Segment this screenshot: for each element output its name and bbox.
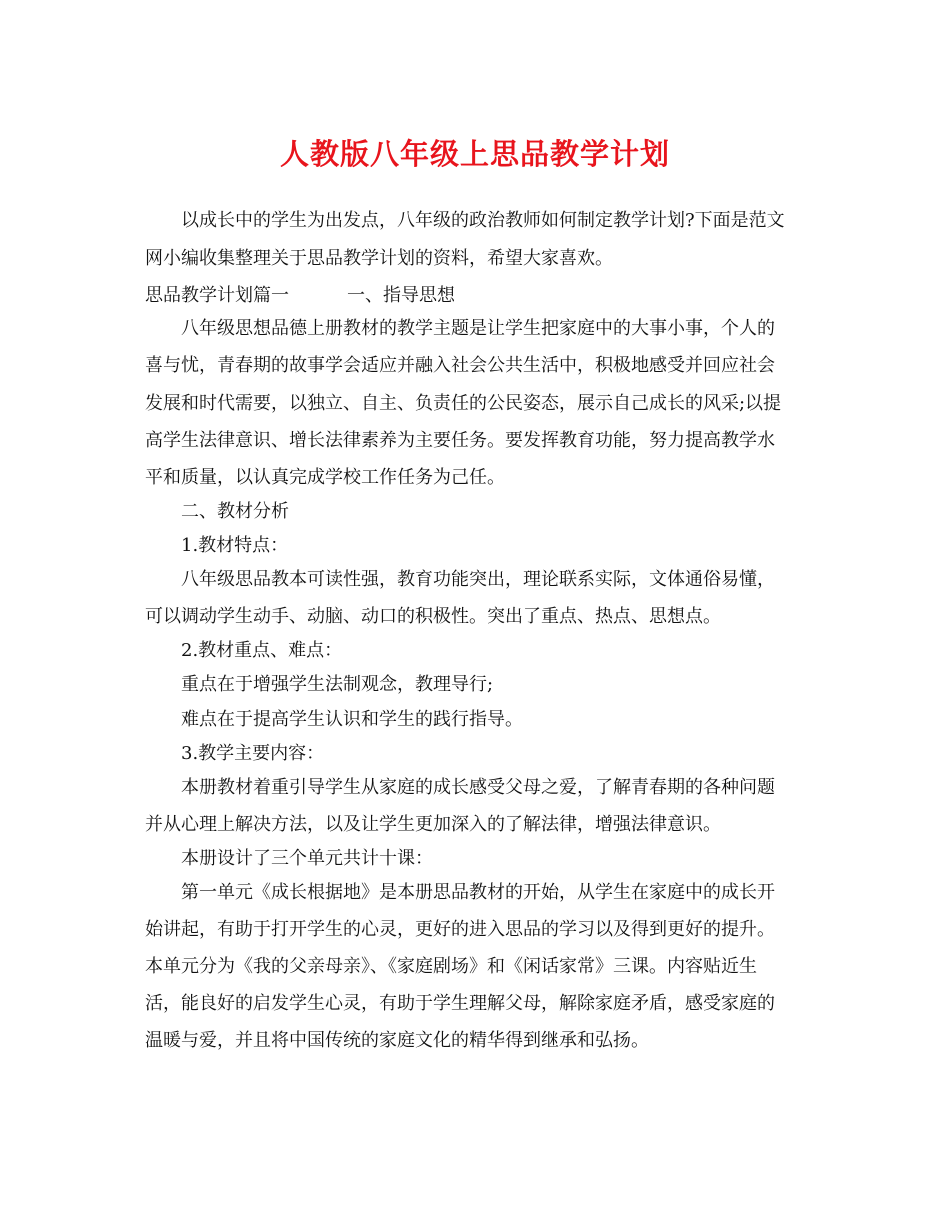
- guiding-line-4: 高学生法律意识、增长法律素养为主要任务。要发挥教育功能，努力提高教学水: [145, 430, 775, 451]
- unit-one-line-5: 温暖与爱，并且将中国传统的家庭文化的精华得到继承和弘扬。: [145, 1030, 649, 1051]
- section-heading: 一、指导思想: [347, 285, 455, 306]
- intro-line-2: 网小编收集整理关于思品教学计划的资料，希望大家喜欢。: [145, 248, 613, 269]
- focus-key: 重点在于增强学生法制观念，教理导行;: [181, 674, 494, 695]
- analysis-heading: 二、教材分析: [181, 501, 289, 522]
- units-intro: 本册设计了三个单元共计十课：: [181, 848, 433, 869]
- unit-one-line-2: 始讲起，有助于打开学生的心灵，更好的进入思品的学习以及得到更好的提升。: [145, 919, 775, 940]
- content-heading: 3.教学主要内容：: [181, 743, 325, 764]
- content-line-1: 本册教材着重引导学生从家庭的成长感受父母之爱，了解青春期的各种问题: [181, 777, 775, 798]
- unit-one-line-3: 本单元分为《我的父亲母亲》、《家庭剧场》和《闲话家常》三课。内容贴近生: [145, 956, 757, 977]
- unit-one-line-4: 活，能良好的启发学生心灵，有助于学生理解父母，解除家庭矛盾，感受家庭的: [145, 993, 775, 1014]
- features-line-1: 八年级思品教本可读性强，教育功能突出，理论联系实际，文体通俗易懂，: [181, 569, 775, 590]
- intro-line-1: 以成长中的学生为出发点，八年级的政治教师如何制定教学计划?下面是范文: [181, 210, 785, 231]
- section-label: 思品教学计划篇一: [145, 285, 289, 306]
- focus-heading: 2.教材重点、难点：: [181, 640, 343, 661]
- focus-difficult: 难点在于提高学生认识和学生的践行指导。: [181, 709, 523, 730]
- content-line-2: 并从心理上解决方法，以及让学生更加深入的了解法律，增强法律意识。: [145, 814, 721, 835]
- guiding-line-5: 平和质量，以认真完成学校工作任务为己任。: [145, 467, 505, 488]
- guiding-line-3: 发展和时代需要，以独立、自主、负责任的公民姿态，展示自己成长的风采;以提: [145, 393, 782, 414]
- section-header: [145, 283, 815, 309]
- document-title: 人教版八年级上思品教学计划: [279, 137, 670, 171]
- unit-one-line-1: 第一单元《成长根据地》是本册思品教材的开始，从学生在家庭中的成长开: [181, 882, 775, 903]
- guiding-line-2: 喜与忧，青春期的故事学会适应并融入社会公共生活中，积极地感受并回应社会: [145, 355, 775, 376]
- guiding-line-1: 八年级思想品德上册教材的教学主题是让学生把家庭中的大事小事，个人的: [181, 318, 775, 339]
- features-line-2: 可以调动学生动手、动脑、动口的积极性。突出了重点、热点、思想点。: [145, 606, 721, 627]
- features-heading: 1.教材特点：: [181, 535, 289, 556]
